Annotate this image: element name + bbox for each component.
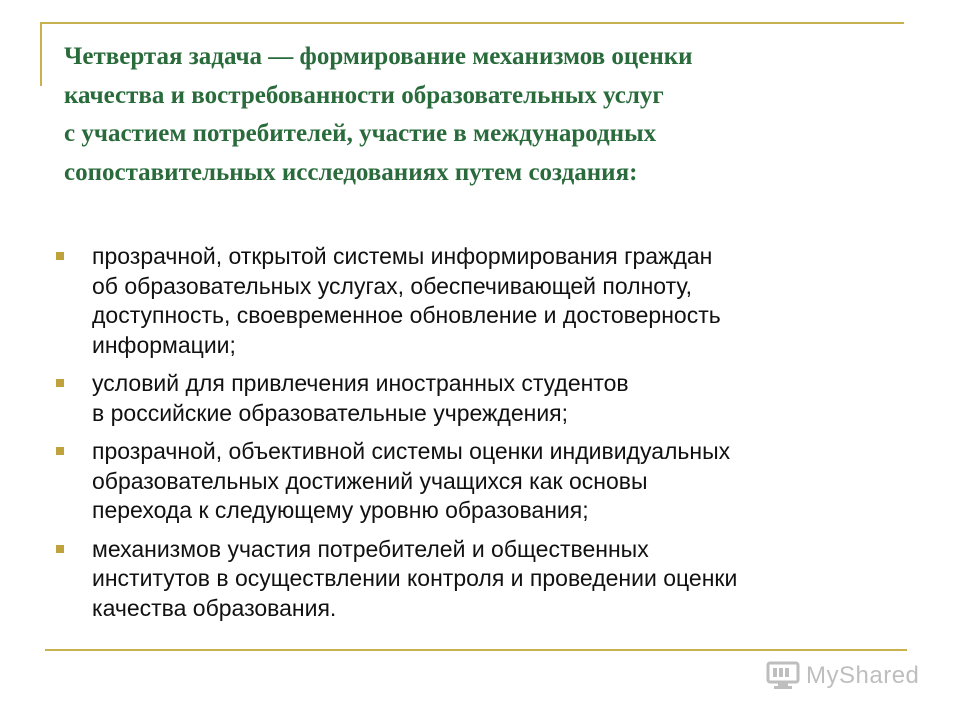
title-line: с участием потребителей, участие в международных — [64, 120, 657, 147]
watermark-text: MyShared — [806, 662, 920, 689]
list-item — [56, 369, 916, 428]
bottom-rule — [45, 649, 907, 651]
square-bullet-icon — [56, 379, 64, 387]
item-line: прозрачной, объективной системы оценки индивидуальных — [92, 438, 731, 464]
square-bullet-icon — [56, 252, 64, 260]
bullet-list — [56, 242, 916, 632]
item-line: условий для привлечения иностранных студентов — [92, 370, 629, 396]
item-line: перехода к следующему уровню образования; — [92, 497, 589, 523]
square-bullet-icon — [56, 447, 64, 455]
item-line: образовательных достижений учащихся как основы — [92, 467, 648, 494]
item-line: доступность, своевременное обновление и достоверность — [92, 302, 721, 328]
list-item — [56, 535, 916, 624]
item-line: механизмов участия потребителей и общественных — [92, 535, 649, 562]
item-line: об образовательных услугах, обеспечивающей полноту, — [92, 272, 692, 299]
item-line: прозрачной, открытой системы информирования граждан — [92, 243, 713, 269]
list-item — [56, 437, 916, 526]
slide-title — [64, 38, 924, 192]
list-item — [56, 242, 916, 360]
monitor-icon — [766, 661, 800, 691]
item-line: в российские образовательные учреждения; — [92, 399, 569, 426]
title-line: сопоставительных исследованиях путем создания: — [64, 158, 638, 186]
item-line: информации; — [92, 331, 236, 358]
watermark-logo — [766, 656, 919, 696]
top-rule-horizontal — [40, 22, 904, 24]
title-line: качества и востребованности образовательных услуг — [64, 81, 664, 109]
square-bullet-icon — [56, 545, 64, 553]
title-line: Четвертая задача — формирование механизмов оценки — [64, 43, 693, 70]
top-rule-vertical — [40, 22, 42, 86]
item-line: институтов в осуществлении контроля и проведении оценки — [92, 565, 738, 591]
item-line: качества образования. — [92, 594, 337, 621]
